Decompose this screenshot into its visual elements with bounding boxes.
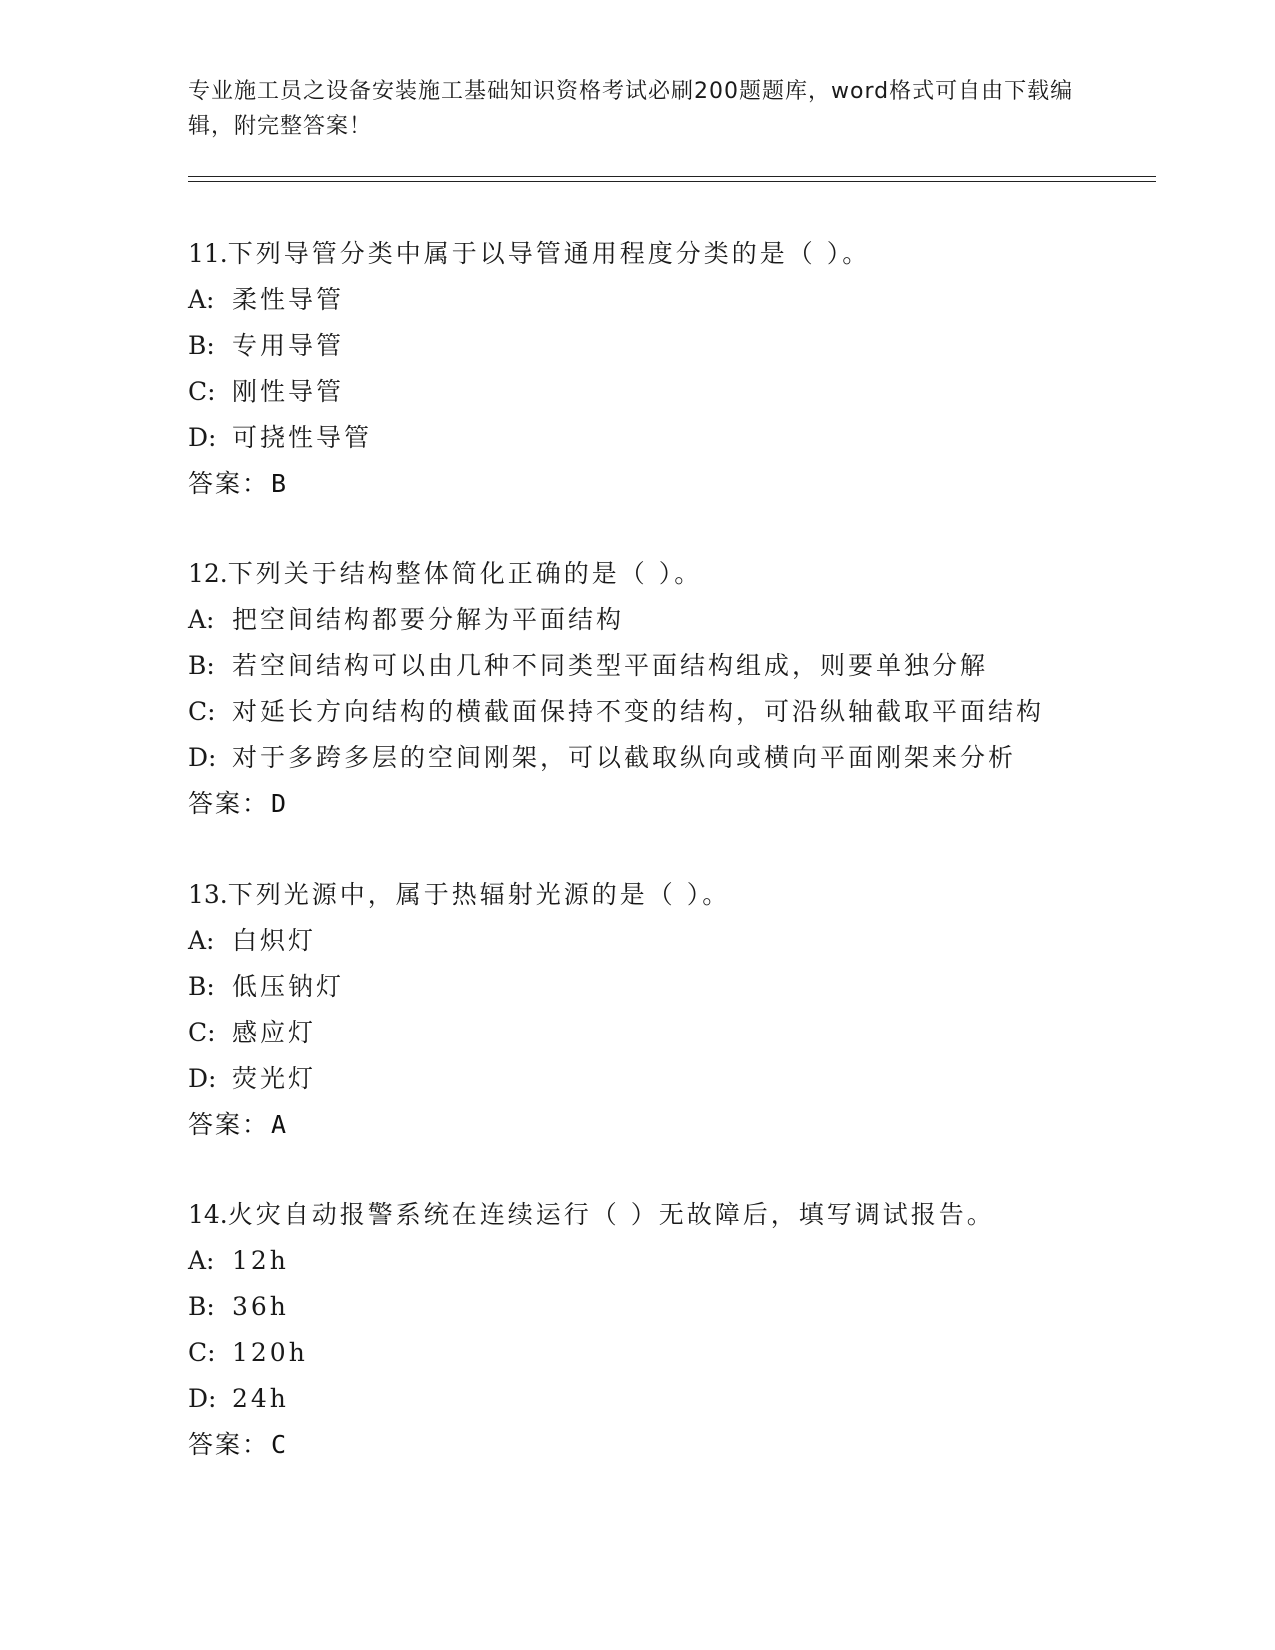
option-key: A: xyxy=(188,1246,215,1275)
option-c xyxy=(188,1330,1168,1376)
option-c xyxy=(188,369,1168,415)
question-block xyxy=(188,231,1168,507)
option-text: 若空间结构可以由几种不同类型平面结构组成，则要单独分解 xyxy=(232,651,989,680)
option-text: 12h xyxy=(232,1246,289,1275)
answer-line xyxy=(188,1102,1168,1148)
answer-label: 答案： xyxy=(188,1430,270,1459)
answer-label: 答案： xyxy=(188,789,270,818)
option-b xyxy=(188,964,1168,1010)
option-text: 24h xyxy=(232,1384,289,1413)
option-d xyxy=(188,1376,1168,1422)
option-key: B: xyxy=(188,651,215,680)
document-header-title: 专业施工员之设备安装施工基础知识资格考试必刷200题题库，word格式可自由下载编辑，附完整答案！ xyxy=(188,79,1074,139)
answer-value: B xyxy=(271,469,288,498)
option-key: B: xyxy=(188,331,215,360)
question-text: 火灾自动报警系统在连续运行（ ）无故障后，填写调试报告。 xyxy=(227,1200,995,1229)
option-key: C: xyxy=(188,377,216,406)
option-b xyxy=(188,643,1168,689)
option-text: 36h xyxy=(232,1292,289,1321)
question-number: 13. xyxy=(188,880,228,909)
question-stem xyxy=(188,872,1168,918)
option-key: D: xyxy=(188,743,217,772)
option-key: C: xyxy=(188,1018,216,1047)
question-number: 14. xyxy=(188,1200,228,1229)
option-text: 专用导管 xyxy=(232,331,345,360)
answer-line xyxy=(188,461,1168,507)
question-block xyxy=(188,551,1168,827)
option-text: 把空间结构都要分解为平面结构 xyxy=(232,605,625,634)
question-block xyxy=(188,872,1168,1148)
option-d xyxy=(188,735,1168,781)
option-text: 120h xyxy=(232,1338,308,1367)
option-d xyxy=(188,1056,1168,1102)
option-a xyxy=(188,277,1168,323)
option-key: D: xyxy=(188,1064,217,1093)
answer-line xyxy=(188,781,1168,827)
option-c xyxy=(188,689,1168,735)
header-divider-line-secondary xyxy=(188,181,1156,182)
option-text: 柔性导管 xyxy=(232,285,345,314)
answer-value: C xyxy=(271,1430,288,1459)
header-divider-line xyxy=(188,176,1156,177)
option-d xyxy=(188,415,1168,461)
option-c xyxy=(188,1010,1168,1056)
answer-value: D xyxy=(271,789,288,818)
question-number: 11. xyxy=(188,239,228,268)
option-key: A: xyxy=(188,605,215,634)
option-text: 荧光灯 xyxy=(232,1064,317,1093)
option-text: 对于多跨多层的空间刚架，可以截取纵向或横向平面刚架来分析 xyxy=(232,743,1017,772)
option-b xyxy=(188,1284,1168,1330)
option-a xyxy=(188,597,1168,643)
answer-line xyxy=(188,1422,1168,1468)
option-text: 低压钠灯 xyxy=(232,972,345,1001)
option-text: 感应灯 xyxy=(232,1018,317,1047)
answer-label: 答案： xyxy=(188,1110,270,1139)
question-stem xyxy=(188,1192,1168,1238)
option-text: 刚性导管 xyxy=(232,377,345,406)
option-key: A: xyxy=(188,285,215,314)
option-key: B: xyxy=(188,1292,215,1321)
option-text: 白炽灯 xyxy=(232,926,317,955)
answer-value: A xyxy=(271,1110,288,1139)
question-block xyxy=(188,1192,1168,1468)
question-number: 12. xyxy=(188,559,228,588)
option-key: D: xyxy=(188,423,217,452)
question-text: 下列关于结构整体简化正确的是（ ）。 xyxy=(227,559,703,588)
option-key: C: xyxy=(188,697,216,726)
question-stem xyxy=(188,231,1168,277)
question-text: 下列光源中，属于热辐射光源的是（ ）。 xyxy=(227,880,731,909)
option-key: D: xyxy=(188,1384,217,1413)
option-b xyxy=(188,323,1168,369)
option-text: 对延长方向结构的横截面保持不变的结构，可沿纵轴截取平面结构 xyxy=(232,697,1045,726)
option-a xyxy=(188,918,1168,964)
question-text: 下列导管分类中属于以导管通用程度分类的是（ ）。 xyxy=(227,239,871,268)
option-key: B: xyxy=(188,972,215,1001)
answer-label: 答案： xyxy=(188,469,270,498)
option-key: A: xyxy=(188,926,215,955)
option-a xyxy=(188,1238,1168,1284)
option-key: C: xyxy=(188,1338,216,1367)
question-stem xyxy=(188,551,1168,597)
option-text: 可挠性导管 xyxy=(232,423,373,452)
